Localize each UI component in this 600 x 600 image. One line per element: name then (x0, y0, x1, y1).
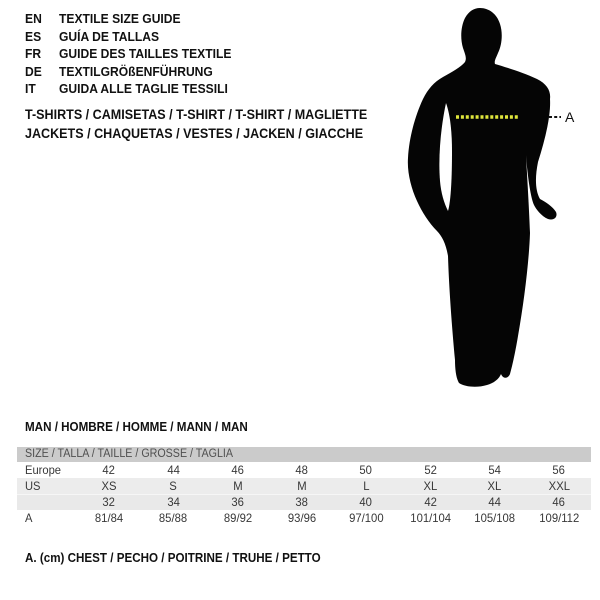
cell: 93/96 (287, 511, 316, 525)
row-label: A (25, 511, 33, 525)
man-silhouette (408, 8, 557, 387)
cell: 101/104 (409, 511, 451, 525)
table-row-europe (17, 462, 591, 478)
cell: XL (423, 479, 438, 493)
table-header-row (17, 447, 591, 462)
cell: 105/108 (474, 511, 516, 525)
language-code: ES (25, 28, 42, 44)
language-label: TEXTILGRÖßENFÜHRUNG (59, 63, 213, 79)
cell: 38 (295, 495, 309, 509)
language-code: DE (25, 63, 42, 79)
cell: 89/92 (223, 511, 252, 525)
cell: 40 (359, 495, 373, 509)
language-label: GUIDA ALLE TAGLIE TESSILI (59, 81, 228, 97)
cell: XL (487, 479, 502, 493)
cell: 42 (424, 495, 437, 509)
cell: 44 (488, 495, 501, 509)
table-row-chest-cm (17, 510, 591, 526)
cell: 54 (488, 463, 501, 477)
table-header-label: SIZE / TALLA / TAILLE / GRÖSSE / TAGLIA (25, 448, 234, 460)
category-line-jackets: JACKETS / CHAQUETAS / VESTES / JACKEN / GIACCHE (25, 125, 364, 141)
measure-label-a: A (565, 109, 575, 125)
cell: 36 (231, 495, 244, 509)
row-label: US (25, 479, 41, 493)
cell: 109/112 (538, 511, 579, 525)
cell: 52 (424, 463, 437, 477)
cell: M (297, 479, 307, 493)
cell: XXL (548, 479, 570, 493)
section-title-man: MAN / HOMBRE / HOMME / MANN / MAN (25, 420, 248, 434)
language-code: EN (25, 11, 42, 27)
cell: 44 (167, 463, 180, 477)
cell: 85/88 (159, 511, 188, 525)
cell: S (169, 479, 178, 493)
language-label: GUÍA DE TALLAS (59, 28, 160, 44)
language-label: GUIDE DES TAILLES TEXTILE (59, 46, 232, 62)
cell: 46 (231, 463, 244, 477)
cell: 56 (552, 463, 566, 477)
cell: 97/100 (348, 511, 384, 525)
cell: 42 (102, 463, 116, 477)
language-code: IT (25, 81, 36, 97)
cell: XS (101, 479, 117, 493)
language-code: FR (25, 46, 42, 62)
row-label (17, 495, 77, 510)
measurement-footnote: A. (cm) CHEST / PECHO / POITRINE / TRUHE / PETTO (25, 551, 321, 565)
cell: 32 (102, 495, 116, 509)
table-row-us (17, 478, 591, 494)
cell: 46 (552, 495, 566, 509)
row-label: Europe (25, 463, 61, 477)
cell: L (362, 479, 370, 493)
size-table (17, 447, 591, 526)
cell: 81/84 (95, 511, 124, 525)
cell: M (232, 479, 243, 493)
language-label: TEXTILE SIZE GUIDE (59, 11, 181, 27)
cell: 34 (167, 495, 180, 509)
cell: 48 (295, 463, 309, 477)
cell: 50 (359, 463, 373, 477)
table-row-us-numeric (17, 494, 591, 510)
category-line-tshirts: T-SHIRTS / CAMISETAS / T-SHIRT / T-SHIRT / MAGLIETTE (25, 107, 368, 122)
